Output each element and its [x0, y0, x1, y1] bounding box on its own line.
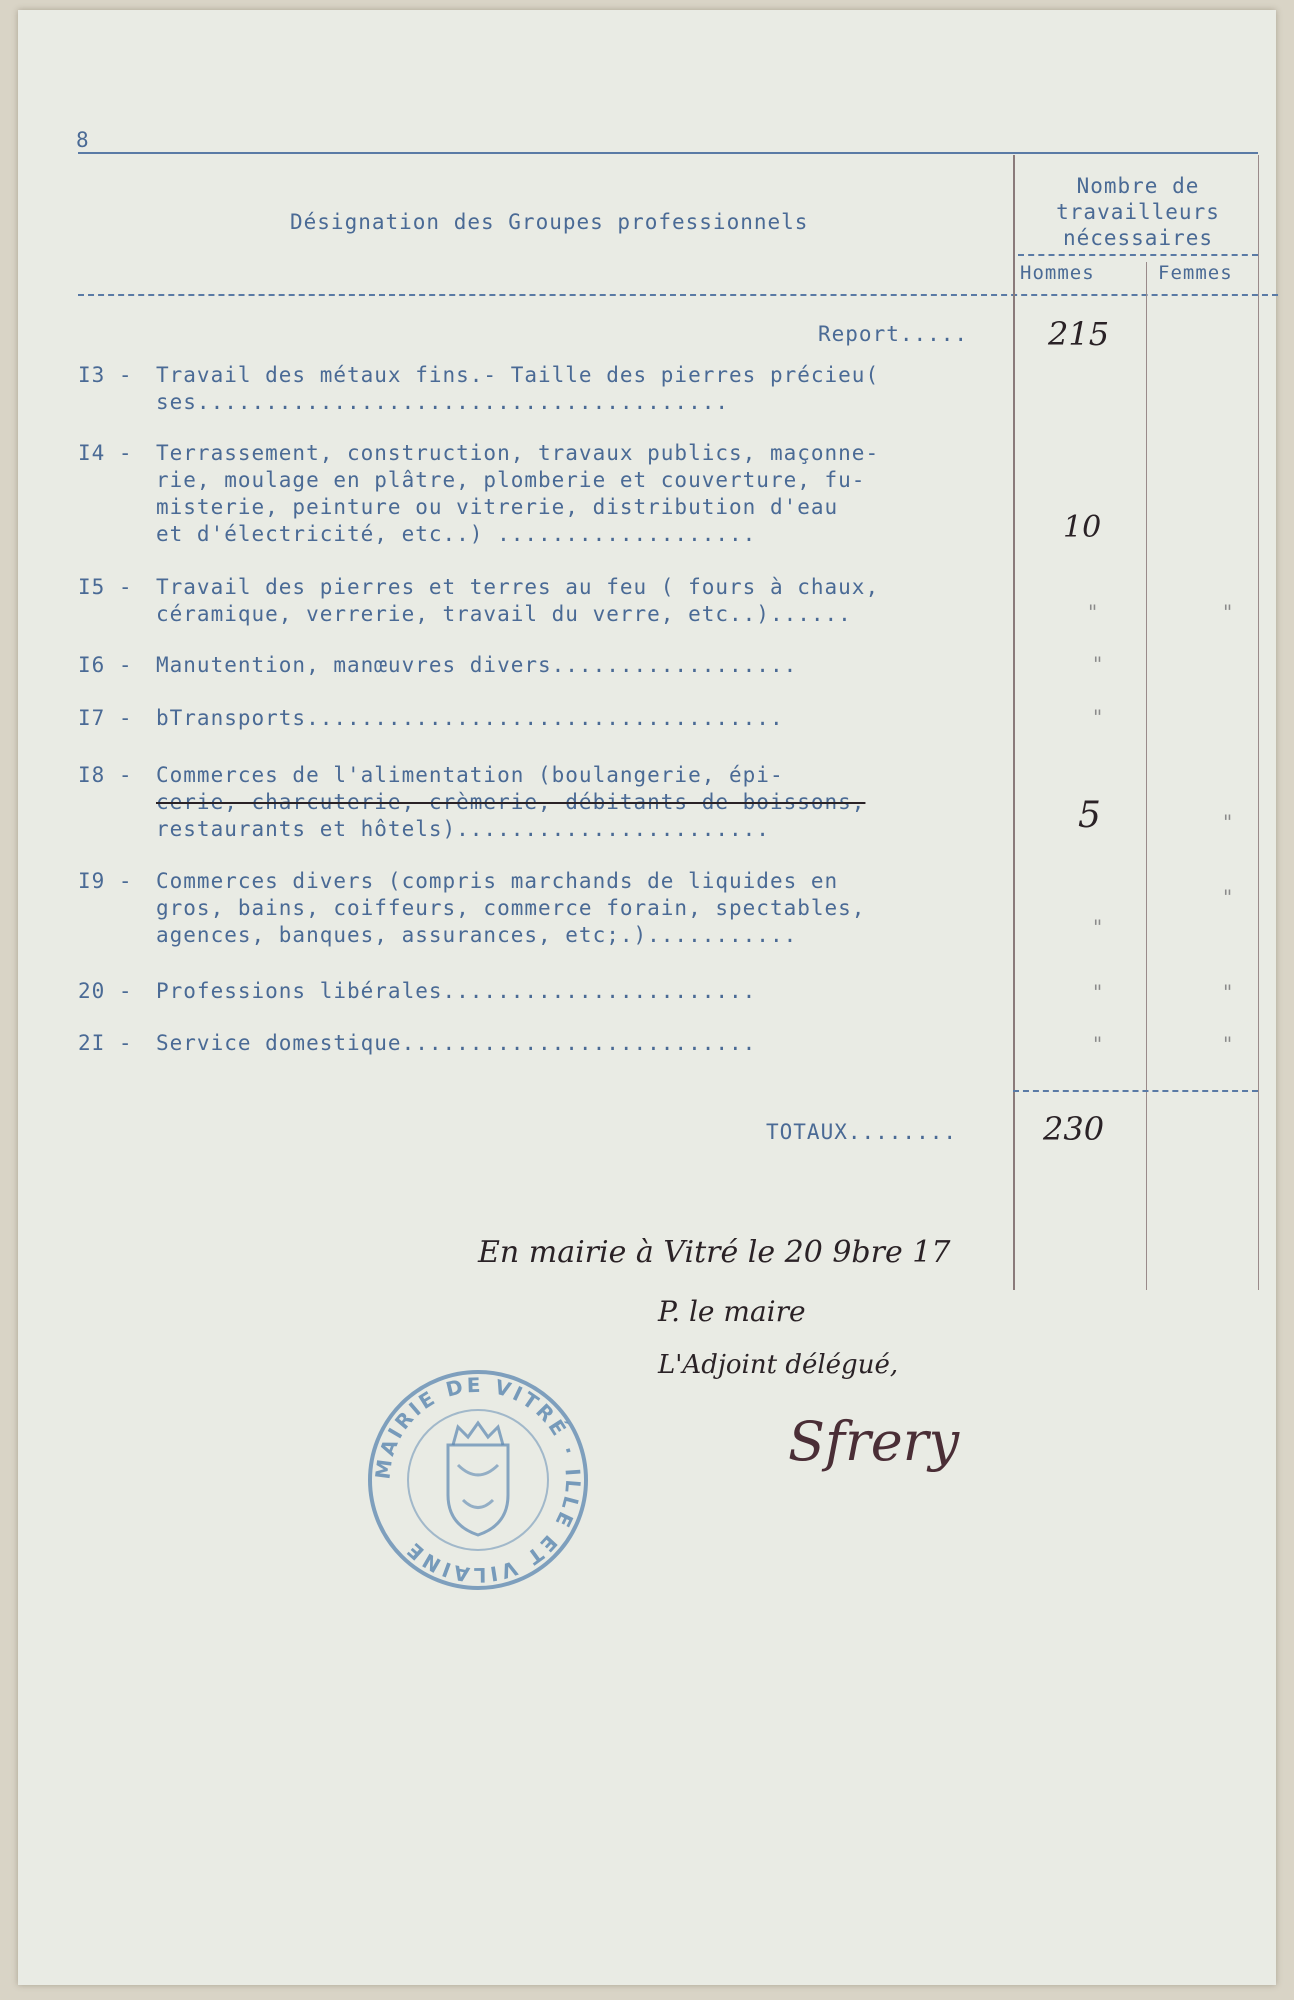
- table-row: I3 - Travail des métaux fins.- Taille des pierres précieu(: [78, 363, 880, 387]
- table-row-continuation: gros, bains, coiffeurs, commerce forain, spectables,: [156, 896, 866, 920]
- subheader-rule: [1018, 254, 1258, 256]
- signature-line-adjoint: L'Adjoint délégué,: [658, 1350, 899, 1380]
- row-15-femmes: ": [1223, 600, 1233, 624]
- top-rule: [78, 152, 1258, 154]
- row-14-hommes: 10: [1063, 510, 1102, 545]
- table-row-continuation: rie, moulage en plâtre, plomberie et couverture, fu-: [156, 468, 866, 492]
- stamp-seal-icon: [363, 1365, 593, 1595]
- table-row: 2I - Service domestique..........................: [78, 1031, 757, 1055]
- totals-rule: [1013, 1090, 1258, 1092]
- document-page: [18, 10, 1276, 1985]
- row-20-femmes: ": [1223, 980, 1233, 1004]
- table-row-continuation: restaurants et hôtels).......................: [156, 817, 770, 841]
- svg-text:MAIRIE DE VITRÉ · ILLE ET VILA: MAIRIE DE VITRÉ · ILLE ET VILAINE: [370, 1372, 586, 1588]
- table-row: I8 - Commerces de l'alimentation (boulangerie, épi-: [78, 763, 784, 787]
- nombre-line-2: travailleurs: [1056, 200, 1220, 224]
- table-row-continuation: agences, banques, assurances, etc;.)...........: [156, 923, 798, 947]
- row-18-femmes: ": [1223, 810, 1233, 834]
- table-row: I4 - Terrassement, construction, travaux publics, maçonne-: [78, 441, 880, 465]
- hommes-header: Hommes: [1020, 262, 1095, 284]
- row-16-hommes: ": [1093, 652, 1103, 676]
- signature-line-date: En mairie à Vitré le 20 9bre 17: [478, 1235, 951, 1270]
- table-row: I5 - Travail des pierres et terres au feu ( fours à chaux,: [78, 575, 880, 599]
- table-row: I6 - Manutention, manœuvres divers..................: [78, 653, 798, 677]
- row-21-hommes: ": [1093, 1032, 1103, 1056]
- row-19-femmes: ": [1223, 885, 1233, 909]
- table-row-continuation: ses.......................................: [156, 390, 730, 414]
- row-17-hommes: ": [1093, 705, 1103, 729]
- totaux-label: TOTAUX........: [766, 1120, 958, 1144]
- designation-header: Désignation des Groupes professionnels: [290, 210, 809, 234]
- report-hommes: 215: [1048, 315, 1110, 353]
- table-row-continuation: et d'électricité, etc..) ...................: [156, 522, 757, 546]
- table-row: I7 - bTransports...................................: [78, 706, 784, 730]
- column-line-middle: [1146, 262, 1147, 1290]
- header-rule: [78, 294, 1278, 296]
- row-19-hommes: ": [1093, 915, 1103, 939]
- mairie-stamp: [363, 1365, 593, 1595]
- signature: Sfrery: [788, 1410, 960, 1473]
- table-row-continuation: céramique, verrerie, travail du verre, etc..)......: [156, 602, 852, 626]
- signature-line-maire: P. le maire: [658, 1295, 806, 1328]
- column-line-right: [1258, 155, 1259, 1290]
- row-20-hommes: ": [1093, 980, 1103, 1004]
- row-21-femmes: ": [1223, 1032, 1233, 1056]
- page-number: 8: [76, 128, 90, 152]
- row-15-hommes: ": [1088, 600, 1098, 624]
- totaux-hommes: 230: [1043, 1110, 1105, 1148]
- table-row-continuation: misterie, peinture ou vitrerie, distribution d'eau: [156, 495, 839, 519]
- nombre-line-3: nécessaires: [1062, 226, 1214, 250]
- column-line-left: [1013, 155, 1015, 1290]
- nombre-header: [1018, 173, 1258, 251]
- table-row-continuation-struck: cerie, charcuterie, crèmerie, débitants de boissons,: [156, 790, 866, 814]
- nombre-line-1: Nombre de: [1076, 174, 1200, 198]
- table-row: 20 - Professions libérales.......................: [78, 979, 757, 1003]
- report-label: Report.....: [818, 322, 969, 346]
- table-row: I9 - Commerces divers (compris marchands de liquides en: [78, 869, 839, 893]
- row-18-hommes: 5: [1078, 795, 1101, 836]
- femmes-header: Femmes: [1158, 262, 1233, 284]
